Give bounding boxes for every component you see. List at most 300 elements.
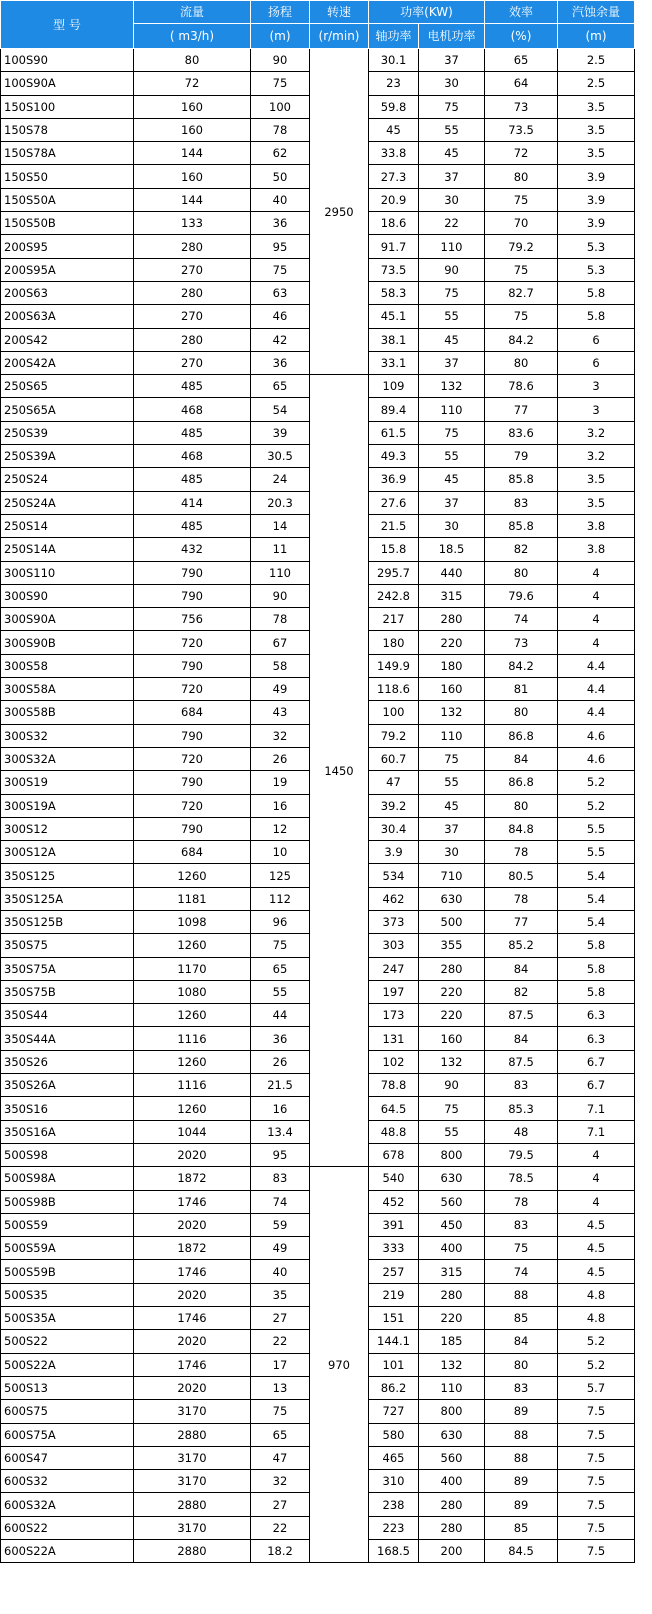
npsh-cell: 4.4	[558, 678, 635, 701]
efficiency-cell: 78.6	[485, 375, 558, 398]
header-npsh-unit: (m)	[558, 24, 635, 49]
motor-power-cell: 280	[419, 1493, 485, 1516]
npsh-cell: 2.5	[558, 49, 635, 72]
flow-cell: 3170	[134, 1516, 251, 1539]
shaft-power-cell: 151	[369, 1307, 419, 1330]
flow-cell: 160	[134, 165, 251, 188]
table-body	[1, 49, 635, 1563]
model-cell: 600S32	[1, 1470, 134, 1493]
head-cell: 12	[251, 817, 310, 840]
flow-cell: 1746	[134, 1190, 251, 1213]
head-cell: 40	[251, 188, 310, 211]
header-head-unit: (m)	[251, 24, 310, 49]
flow-cell: 485	[134, 468, 251, 491]
efficiency-cell: 85.3	[485, 1097, 558, 1120]
model-cell: 500S22	[1, 1330, 134, 1353]
model-cell: 350S125	[1, 864, 134, 887]
model-cell: 600S47	[1, 1446, 134, 1469]
motor-power-cell: 220	[419, 1307, 485, 1330]
head-cell: 27	[251, 1307, 310, 1330]
head-cell: 83	[251, 1167, 310, 1190]
motor-power-cell: 315	[419, 584, 485, 607]
motor-power-cell: 315	[419, 1260, 485, 1283]
efficiency-cell: 80	[485, 165, 558, 188]
npsh-cell: 4	[558, 1143, 635, 1166]
model-cell: 600S32A	[1, 1493, 134, 1516]
flow-cell: 790	[134, 561, 251, 584]
efficiency-cell: 83	[485, 491, 558, 514]
model-cell: 300S19A	[1, 794, 134, 817]
npsh-cell: 7.5	[558, 1470, 635, 1493]
shaft-power-cell: 49.3	[369, 445, 419, 468]
efficiency-cell: 79.6	[485, 584, 558, 607]
head-cell: 13	[251, 1376, 310, 1399]
motor-power-cell: 132	[419, 375, 485, 398]
shaft-power-cell: 373	[369, 910, 419, 933]
head-cell: 27	[251, 1493, 310, 1516]
npsh-cell: 4.6	[558, 724, 635, 747]
motor-power-cell: 560	[419, 1446, 485, 1469]
shaft-power-cell: 59.8	[369, 95, 419, 118]
flow-cell: 790	[134, 771, 251, 794]
shaft-power-cell: 452	[369, 1190, 419, 1213]
model-cell: 250S39	[1, 421, 134, 444]
flow-cell: 720	[134, 794, 251, 817]
npsh-cell: 6.7	[558, 1050, 635, 1073]
shaft-power-cell: 36.9	[369, 468, 419, 491]
flow-cell: 1746	[134, 1353, 251, 1376]
efficiency-cell: 72	[485, 142, 558, 165]
head-cell: 110	[251, 561, 310, 584]
flow-cell: 72	[134, 72, 251, 95]
shaft-power-cell: 3.9	[369, 841, 419, 864]
flow-cell: 756	[134, 608, 251, 631]
motor-power-cell: 355	[419, 934, 485, 957]
flow-cell: 720	[134, 747, 251, 770]
model-cell: 200S95A	[1, 258, 134, 281]
flow-cell: 3170	[134, 1446, 251, 1469]
npsh-cell: 5.8	[558, 281, 635, 304]
efficiency-cell: 75	[485, 305, 558, 328]
head-cell: 49	[251, 1237, 310, 1260]
header-motor-power: 电机功率	[419, 24, 485, 49]
model-cell: 200S63A	[1, 305, 134, 328]
shaft-power-cell: 89.4	[369, 398, 419, 421]
header-head: 扬程	[251, 1, 310, 24]
model-cell: 250S65A	[1, 398, 134, 421]
head-cell: 78	[251, 608, 310, 631]
model-cell: 250S14	[1, 514, 134, 537]
npsh-cell: 3.5	[558, 95, 635, 118]
npsh-cell: 4.6	[558, 747, 635, 770]
model-cell: 350S125A	[1, 887, 134, 910]
motor-power-cell: 45	[419, 328, 485, 351]
shaft-power-cell: 91.7	[369, 235, 419, 258]
model-cell: 600S22	[1, 1516, 134, 1539]
npsh-cell: 3.9	[558, 188, 635, 211]
head-cell: 22	[251, 1516, 310, 1539]
head-cell: 63	[251, 281, 310, 304]
motor-power-cell: 630	[419, 1423, 485, 1446]
npsh-cell: 4	[558, 561, 635, 584]
model-cell: 350S44A	[1, 1027, 134, 1050]
motor-power-cell: 280	[419, 1283, 485, 1306]
motor-power-cell: 30	[419, 841, 485, 864]
motor-power-cell: 800	[419, 1143, 485, 1166]
efficiency-cell: 86.8	[485, 724, 558, 747]
shaft-power-cell: 465	[369, 1446, 419, 1469]
head-cell: 100	[251, 95, 310, 118]
flow-cell: 3170	[134, 1400, 251, 1423]
shaft-power-cell: 168.5	[369, 1540, 419, 1563]
flow-cell: 1181	[134, 887, 251, 910]
model-cell: 300S32A	[1, 747, 134, 770]
efficiency-cell: 77	[485, 910, 558, 933]
efficiency-cell: 79	[485, 445, 558, 468]
head-cell: 47	[251, 1446, 310, 1469]
head-cell: 14	[251, 514, 310, 537]
shaft-power-cell: 47	[369, 771, 419, 794]
model-cell: 300S58A	[1, 678, 134, 701]
head-cell: 59	[251, 1213, 310, 1236]
efficiency-cell: 87.5	[485, 1050, 558, 1073]
shaft-power-cell: 102	[369, 1050, 419, 1073]
flow-cell: 1872	[134, 1167, 251, 1190]
flow-cell: 1260	[134, 1097, 251, 1120]
table-header	[1, 1, 635, 49]
npsh-cell: 4.4	[558, 654, 635, 677]
npsh-cell: 4.8	[558, 1307, 635, 1330]
model-cell: 350S16A	[1, 1120, 134, 1143]
motor-power-cell: 75	[419, 747, 485, 770]
flow-cell: 414	[134, 491, 251, 514]
npsh-cell: 5.3	[558, 235, 635, 258]
motor-power-cell: 110	[419, 1376, 485, 1399]
motor-power-cell: 37	[419, 165, 485, 188]
motor-power-cell: 45	[419, 794, 485, 817]
flow-cell: 485	[134, 514, 251, 537]
head-cell: 75	[251, 934, 310, 957]
head-cell: 50	[251, 165, 310, 188]
head-cell: 17	[251, 1353, 310, 1376]
model-cell: 350S44	[1, 1004, 134, 1027]
npsh-cell: 7.5	[558, 1423, 635, 1446]
header-npsh: 汽蚀余量	[558, 1, 635, 24]
shaft-power-cell: 33.8	[369, 142, 419, 165]
motor-power-cell: 37	[419, 491, 485, 514]
head-cell: 75	[251, 258, 310, 281]
shaft-power-cell: 60.7	[369, 747, 419, 770]
model-cell: 150S50A	[1, 188, 134, 211]
model-cell: 500S98A	[1, 1167, 134, 1190]
header-model: 型 号	[1, 1, 134, 49]
motor-power-cell: 220	[419, 1004, 485, 1027]
efficiency-cell: 80	[485, 1353, 558, 1376]
npsh-cell: 5.2	[558, 794, 635, 817]
npsh-cell: 5.4	[558, 887, 635, 910]
shaft-power-cell: 217	[369, 608, 419, 631]
flow-cell: 2020	[134, 1143, 251, 1166]
model-cell: 200S95	[1, 235, 134, 258]
model-cell: 300S12A	[1, 841, 134, 864]
head-cell: 26	[251, 1050, 310, 1073]
npsh-cell: 6	[558, 328, 635, 351]
model-cell: 300S12	[1, 817, 134, 840]
motor-power-cell: 55	[419, 445, 485, 468]
efficiency-cell: 74	[485, 608, 558, 631]
flow-cell: 270	[134, 351, 251, 374]
motor-power-cell: 132	[419, 1050, 485, 1073]
head-cell: 22	[251, 1330, 310, 1353]
motor-power-cell: 110	[419, 398, 485, 421]
motor-power-cell: 37	[419, 351, 485, 374]
model-cell: 150S78A	[1, 142, 134, 165]
model-cell: 500S35A	[1, 1307, 134, 1330]
npsh-cell: 3.9	[558, 165, 635, 188]
efficiency-cell: 75	[485, 258, 558, 281]
npsh-cell: 7.1	[558, 1120, 635, 1143]
efficiency-cell: 80.5	[485, 864, 558, 887]
shaft-power-cell: 219	[369, 1283, 419, 1306]
speed-cell: 2950	[310, 49, 369, 375]
model-cell: 600S75A	[1, 1423, 134, 1446]
shaft-power-cell: 109	[369, 375, 419, 398]
efficiency-cell: 85	[485, 1516, 558, 1539]
flow-cell: 160	[134, 95, 251, 118]
flow-cell: 280	[134, 235, 251, 258]
table-row	[1, 49, 635, 72]
motor-power-cell: 180	[419, 654, 485, 677]
flow-cell: 790	[134, 724, 251, 747]
model-cell: 350S26A	[1, 1074, 134, 1097]
motor-power-cell: 560	[419, 1190, 485, 1213]
flow-cell: 468	[134, 445, 251, 468]
head-cell: 65	[251, 957, 310, 980]
efficiency-cell: 84	[485, 957, 558, 980]
shaft-power-cell: 18.6	[369, 212, 419, 235]
motor-power-cell: 30	[419, 188, 485, 211]
shaft-power-cell: 30.4	[369, 817, 419, 840]
motor-power-cell: 55	[419, 305, 485, 328]
head-cell: 21.5	[251, 1074, 310, 1097]
efficiency-cell: 89	[485, 1493, 558, 1516]
head-cell: 54	[251, 398, 310, 421]
npsh-cell: 5.7	[558, 1376, 635, 1399]
model-cell: 350S125B	[1, 910, 134, 933]
shaft-power-cell: 238	[369, 1493, 419, 1516]
efficiency-cell: 84.8	[485, 817, 558, 840]
head-cell: 75	[251, 1400, 310, 1423]
efficiency-cell: 82	[485, 538, 558, 561]
motor-power-cell: 18.5	[419, 538, 485, 561]
flow-cell: 280	[134, 281, 251, 304]
model-cell: 150S50	[1, 165, 134, 188]
efficiency-cell: 82.7	[485, 281, 558, 304]
motor-power-cell: 45	[419, 468, 485, 491]
npsh-cell: 4	[558, 1190, 635, 1213]
flow-cell: 2880	[134, 1493, 251, 1516]
head-cell: 58	[251, 654, 310, 677]
motor-power-cell: 75	[419, 281, 485, 304]
shaft-power-cell: 310	[369, 1470, 419, 1493]
shaft-power-cell: 45	[369, 118, 419, 141]
efficiency-cell: 88	[485, 1423, 558, 1446]
model-cell: 350S75B	[1, 980, 134, 1003]
npsh-cell: 4.5	[558, 1237, 635, 1260]
efficiency-cell: 73	[485, 95, 558, 118]
model-cell: 100S90A	[1, 72, 134, 95]
header-power: 功率(KW)	[369, 1, 485, 24]
shaft-power-cell: 197	[369, 980, 419, 1003]
flow-cell: 2020	[134, 1330, 251, 1353]
npsh-cell: 5.4	[558, 864, 635, 887]
npsh-cell: 6.3	[558, 1027, 635, 1050]
motor-power-cell: 185	[419, 1330, 485, 1353]
npsh-cell: 3	[558, 375, 635, 398]
flow-cell: 1872	[134, 1237, 251, 1260]
flow-cell: 2020	[134, 1376, 251, 1399]
flow-cell: 1746	[134, 1260, 251, 1283]
shaft-power-cell: 144.1	[369, 1330, 419, 1353]
npsh-cell: 3.8	[558, 538, 635, 561]
shaft-power-cell: 391	[369, 1213, 419, 1236]
shaft-power-cell: 101	[369, 1353, 419, 1376]
model-cell: 500S98B	[1, 1190, 134, 1213]
flow-cell: 1116	[134, 1074, 251, 1097]
npsh-cell: 4	[558, 584, 635, 607]
head-cell: 49	[251, 678, 310, 701]
flow-cell: 2880	[134, 1540, 251, 1563]
motor-power-cell: 30	[419, 72, 485, 95]
model-cell: 600S75	[1, 1400, 134, 1423]
efficiency-cell: 84.2	[485, 328, 558, 351]
head-cell: 43	[251, 701, 310, 724]
head-cell: 96	[251, 910, 310, 933]
shaft-power-cell: 118.6	[369, 678, 419, 701]
model-cell: 250S24A	[1, 491, 134, 514]
head-cell: 65	[251, 375, 310, 398]
motor-power-cell: 280	[419, 957, 485, 980]
npsh-cell: 7.5	[558, 1493, 635, 1516]
shaft-power-cell: 303	[369, 934, 419, 957]
model-cell: 350S75	[1, 934, 134, 957]
header-flow-unit: ( m3/h)	[134, 24, 251, 49]
efficiency-cell: 84.5	[485, 1540, 558, 1563]
shaft-power-cell: 100	[369, 701, 419, 724]
head-cell: 74	[251, 1190, 310, 1213]
motor-power-cell: 55	[419, 771, 485, 794]
head-cell: 95	[251, 1143, 310, 1166]
head-cell: 42	[251, 328, 310, 351]
efficiency-cell: 73.5	[485, 118, 558, 141]
shaft-power-cell: 678	[369, 1143, 419, 1166]
speed-cell: 970	[310, 1167, 369, 1563]
head-cell: 90	[251, 584, 310, 607]
shaft-power-cell: 58.3	[369, 281, 419, 304]
motor-power-cell: 220	[419, 980, 485, 1003]
head-cell: 67	[251, 631, 310, 654]
motor-power-cell: 55	[419, 1120, 485, 1143]
efficiency-cell: 65	[485, 49, 558, 72]
efficiency-cell: 84	[485, 1330, 558, 1353]
motor-power-cell: 22	[419, 212, 485, 235]
flow-cell: 1170	[134, 957, 251, 980]
efficiency-cell: 48	[485, 1120, 558, 1143]
npsh-cell: 5.8	[558, 980, 635, 1003]
shaft-power-cell: 223	[369, 1516, 419, 1539]
head-cell: 75	[251, 72, 310, 95]
npsh-cell: 4.4	[558, 701, 635, 724]
efficiency-cell: 78.5	[485, 1167, 558, 1190]
flow-cell: 1260	[134, 1050, 251, 1073]
head-cell: 24	[251, 468, 310, 491]
head-cell: 65	[251, 1423, 310, 1446]
shaft-power-cell: 173	[369, 1004, 419, 1027]
head-cell: 125	[251, 864, 310, 887]
flow-cell: 133	[134, 212, 251, 235]
motor-power-cell: 132	[419, 1353, 485, 1376]
head-cell: 95	[251, 235, 310, 258]
model-cell: 600S22A	[1, 1540, 134, 1563]
head-cell: 40	[251, 1260, 310, 1283]
shaft-power-cell: 79.2	[369, 724, 419, 747]
head-cell: 32	[251, 1470, 310, 1493]
motor-power-cell: 37	[419, 817, 485, 840]
model-cell: 500S22A	[1, 1353, 134, 1376]
motor-power-cell: 500	[419, 910, 485, 933]
flow-cell: 1098	[134, 910, 251, 933]
flow-cell: 485	[134, 375, 251, 398]
head-cell: 36	[251, 1027, 310, 1050]
model-cell: 200S42	[1, 328, 134, 351]
shaft-power-cell: 257	[369, 1260, 419, 1283]
model-cell: 300S90	[1, 584, 134, 607]
motor-power-cell: 160	[419, 1027, 485, 1050]
efficiency-cell: 64	[485, 72, 558, 95]
model-cell: 250S14A	[1, 538, 134, 561]
shaft-power-cell: 462	[369, 887, 419, 910]
flow-cell: 2880	[134, 1423, 251, 1446]
efficiency-cell: 88	[485, 1446, 558, 1469]
flow-cell: 280	[134, 328, 251, 351]
npsh-cell: 7.1	[558, 1097, 635, 1120]
model-cell: 150S50B	[1, 212, 134, 235]
head-cell: 26	[251, 747, 310, 770]
motor-power-cell: 630	[419, 1167, 485, 1190]
model-cell: 500S59A	[1, 1237, 134, 1260]
shaft-power-cell: 180	[369, 631, 419, 654]
shaft-power-cell: 534	[369, 864, 419, 887]
motor-power-cell: 400	[419, 1237, 485, 1260]
model-cell: 300S58B	[1, 701, 134, 724]
shaft-power-cell: 39.2	[369, 794, 419, 817]
head-cell: 13.4	[251, 1120, 310, 1143]
npsh-cell: 3.2	[558, 421, 635, 444]
header-efficiency: 效率	[485, 1, 558, 24]
flow-cell: 1116	[134, 1027, 251, 1050]
motor-power-cell: 630	[419, 887, 485, 910]
model-cell: 300S90A	[1, 608, 134, 631]
motor-power-cell: 200	[419, 1540, 485, 1563]
header-flow: 流量	[134, 1, 251, 24]
head-cell: 16	[251, 794, 310, 817]
flow-cell: 720	[134, 631, 251, 654]
flow-cell: 684	[134, 701, 251, 724]
npsh-cell: 5.8	[558, 957, 635, 980]
npsh-cell: 3.2	[558, 445, 635, 468]
flow-cell: 2020	[134, 1213, 251, 1236]
model-cell: 300S110	[1, 561, 134, 584]
